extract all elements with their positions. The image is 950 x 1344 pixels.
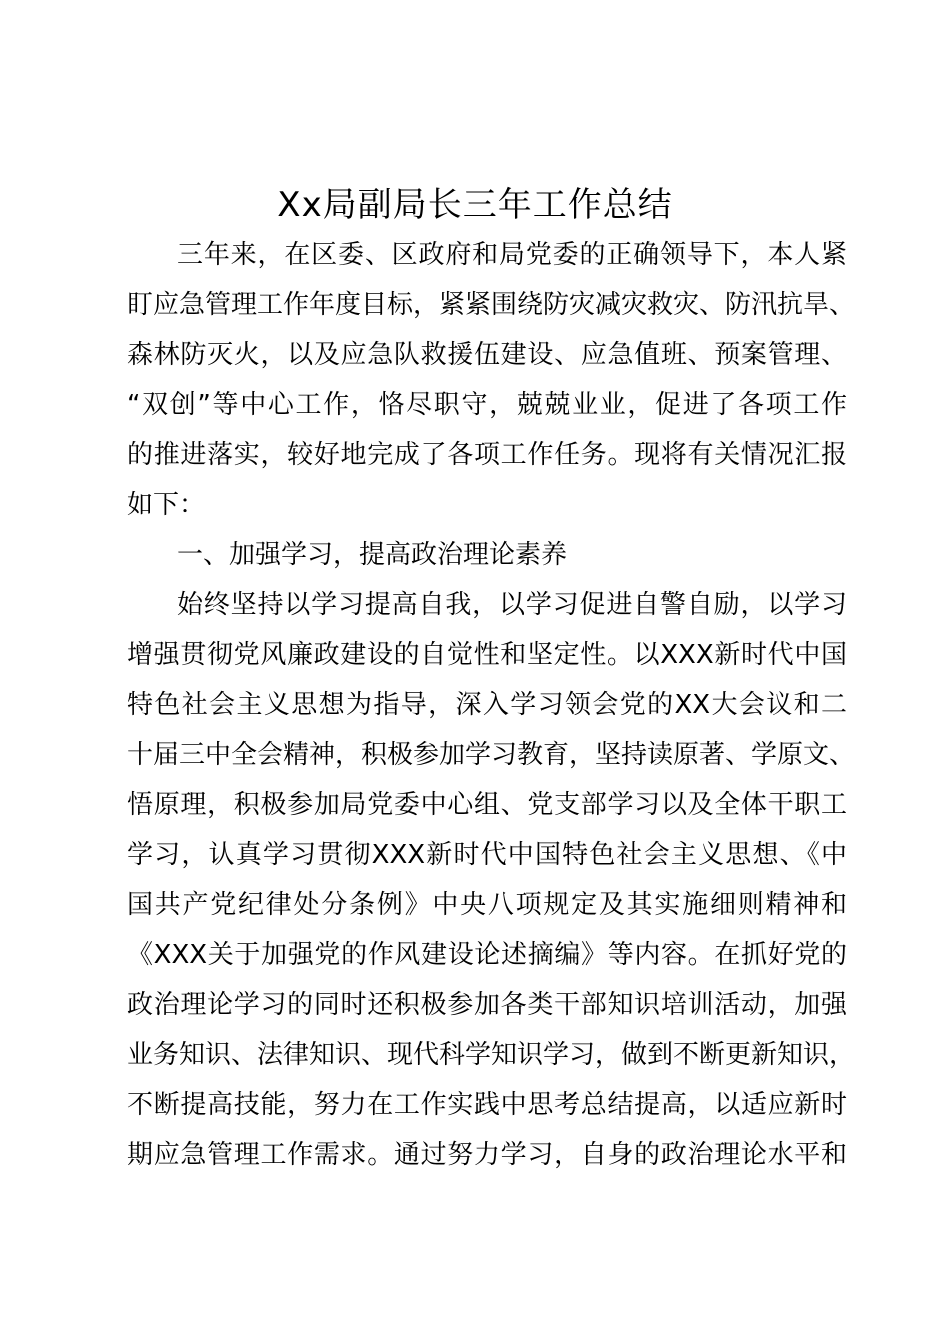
section-1-line-4: 十届三中全会精神，积极参加学习教育，坚持读原著、学原文、 — [127, 740, 856, 770]
section-1-line-11: 不断提高技能，努力在工作实践中思考总结提高，以适应新时 — [127, 1090, 847, 1120]
section-1-line-8: 《XXX关于加强党的作风建设论述摘编》等内容。在抓好党的 — [127, 940, 847, 970]
intro-line-3: 森林防灭火，以及应急队救援伍建设、应急值班、预案管理、 — [127, 340, 847, 370]
intro-line-6: 如下： — [127, 490, 206, 520]
section-1-line-7: 国共产党纪律处分条例》中央八项规定及其实施细则精神和 — [127, 890, 847, 920]
section-1-line-5: 悟原理，积极参加局党委中心组、党支部学习以及全体干职工 — [127, 790, 847, 820]
intro-line-4: “双创”等中心工作，恪尽职守，兢兢业业，促进了各项工作 — [127, 390, 847, 420]
section-1-heading: 一、加强学习，提高政治理论素养 — [177, 540, 568, 570]
section-1-line-6: 学习，认真学习贯彻XXX新时代中国特色社会主义思想、《中 — [127, 840, 847, 870]
intro-line-5: 的推进落实，较好地完成了各项工作任务。现将有关情况汇报 — [127, 440, 847, 470]
section-1-line-9: 政治理论学习的同时还积极参加各类干部知识培训活动，加强 — [127, 990, 847, 1020]
section-1-line-2: 增强贯彻党风廉政建设的自觉性和坚定性。以XXX新时代中国 — [127, 640, 847, 670]
intro-line-2: 盯应急管理工作年度目标，紧紧围绕防灾减灾救灾、防汛抗旱、 — [127, 290, 856, 320]
intro-line-1: 三年来，在区委、区政府和局党委的正确领导下，本人紧 — [177, 240, 847, 270]
section-1-line-12: 期应急管理工作需求。通过努力学习，自身的政治理论水平和 — [127, 1140, 847, 1170]
section-1-line-3: 特色社会主义思想为指导，深入学习领会党的XX大会议和二 — [127, 690, 847, 720]
document-title: Xx局副局长三年工作总结 — [277, 185, 673, 225]
section-1-line-10: 业务知识、法律知识、现代科学知识学习，做到不断更新知识， — [127, 1040, 856, 1070]
section-1-line-1: 始终坚持以学习提高自我，以学习促进自警自励，以学习 — [177, 590, 847, 620]
